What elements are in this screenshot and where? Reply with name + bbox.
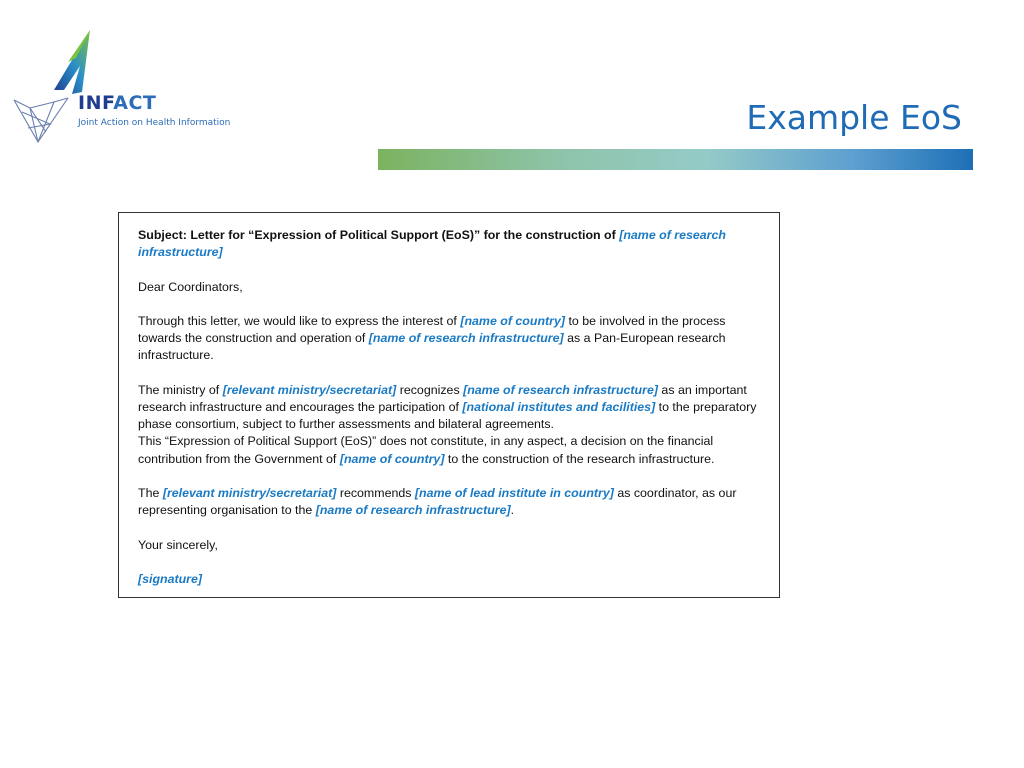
letter-closing: Your sincerely, bbox=[138, 537, 218, 552]
logo-wordmark bbox=[78, 94, 156, 113]
p3-text-4: . bbox=[510, 503, 515, 518]
p2-text-3: as an important research infrastructure and encourages the participation of bbox=[138, 382, 747, 414]
placeholder-ministry: [relevant ministry/secretariat] bbox=[162, 485, 337, 500]
letter-subject bbox=[138, 227, 761, 261]
placeholder-country: [name of country] bbox=[339, 451, 445, 466]
subject-text: Subject: Letter for “Expression of Political Support (EoS)” for the construction of bbox=[138, 228, 616, 242]
logo-word-part2: ACT bbox=[113, 92, 157, 114]
placeholder-research-infrastructure: [name of research infrastructure] bbox=[463, 382, 658, 397]
placeholder-research-infrastructure: [name of research infrastructure] bbox=[368, 331, 564, 346]
p2-text-1: The ministry of bbox=[138, 382, 220, 397]
letter-paragraph-1 bbox=[138, 313, 761, 365]
logo-arrow-icon bbox=[10, 28, 230, 150]
p1-text-2: to be involved in the process towards the construction and operation of bbox=[138, 313, 726, 346]
p3-text-2: recommends bbox=[339, 485, 412, 500]
logo-subtitle: Joint Action on Health Information bbox=[78, 118, 231, 128]
placeholder-lead-institute: [name of lead institute in country] bbox=[414, 485, 614, 500]
letter-paragraph-3 bbox=[138, 485, 761, 519]
accent-gradient-bar bbox=[378, 149, 973, 170]
placeholder-ministry: [relevant ministry/secretariat] bbox=[222, 382, 397, 397]
placeholder-research-infrastructure: [name of research infrastructure] bbox=[315, 503, 511, 518]
letter-template-box bbox=[118, 212, 780, 598]
p2-text-4: to the preparatory phase consortium, subject to further assessments and bilateral agreements. bbox=[138, 399, 757, 432]
slide-title: Example EoS bbox=[746, 98, 962, 137]
p3-text-1: The bbox=[138, 485, 160, 500]
letter-paragraph-2 bbox=[138, 382, 761, 468]
placeholder-national-institutes: [national institutes and facilities] bbox=[462, 399, 656, 414]
letter-greeting: Dear Coordinators, bbox=[138, 279, 243, 294]
infact-logo bbox=[10, 28, 230, 150]
p1-text-3: as a Pan-European research infrastructure. bbox=[138, 331, 726, 363]
p3-text-3: as coordinator, as our representing organisation to the bbox=[138, 485, 737, 518]
placeholder-signature: [signature] bbox=[138, 571, 203, 586]
placeholder-research-infrastructure: [name of research infrastructure] bbox=[138, 228, 726, 260]
p2-text-6: to the construction of the research infrastructure. bbox=[447, 451, 715, 466]
logo-word-part1: INF bbox=[78, 92, 114, 114]
p2-text-5: This “Expression of Political Support (EoS)” does not constitute, in any aspect, a decision on the financial contribution from the Government of bbox=[138, 434, 714, 466]
placeholder-country: [name of country] bbox=[460, 313, 565, 328]
p1-text-1: Through this letter, we would like to express the interest of bbox=[138, 313, 457, 328]
p2-text-2: recognizes bbox=[399, 382, 460, 397]
